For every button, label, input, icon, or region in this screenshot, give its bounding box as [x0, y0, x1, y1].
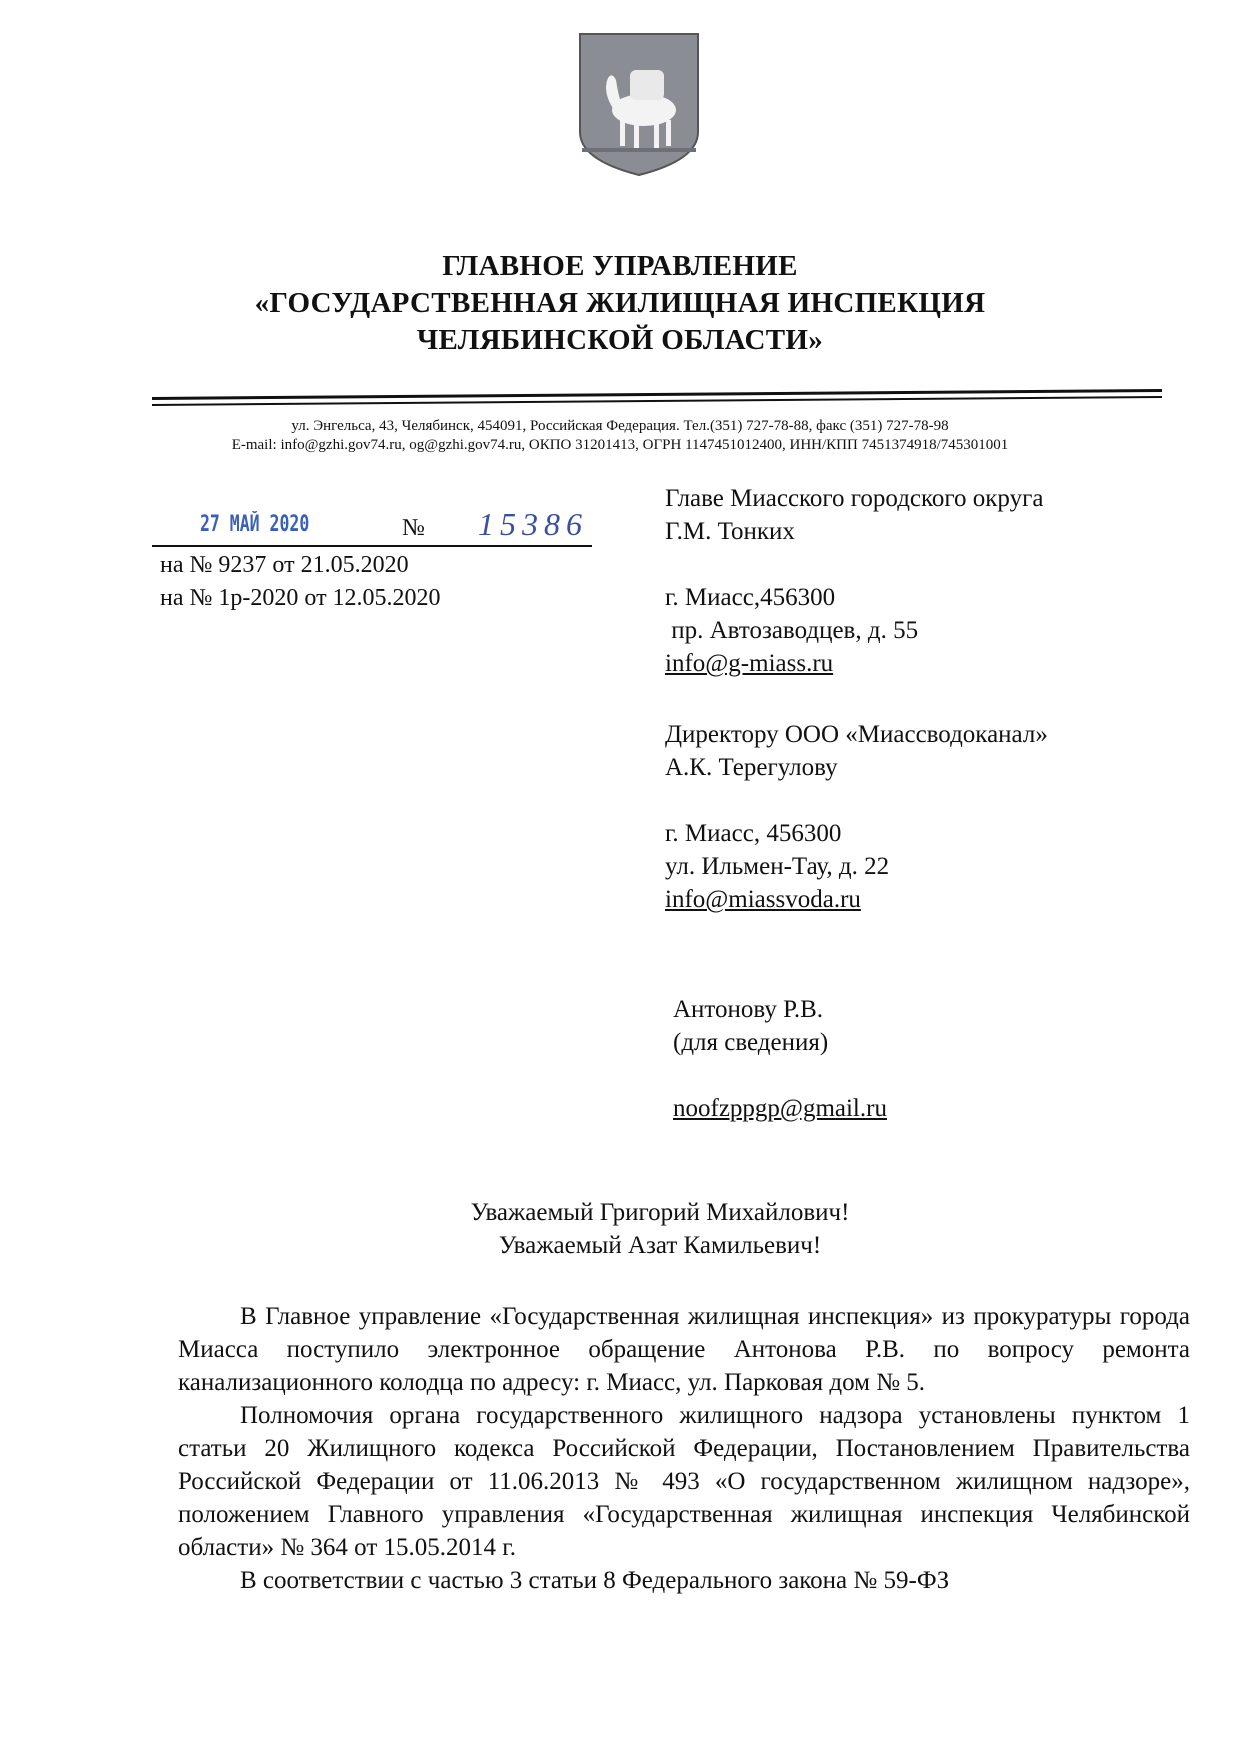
recipient-line: ул. Ильмен-Тау, д. 22 — [665, 853, 890, 880]
body-paragraph: В Главное управление «Государственная жилищная инспекция» из прокуратуры города Миасса поступило электронное обращение Антонова Р.В. по вопросу ремонта канализационного колодца по адресу: г. Миасс, ул. Парковая дом № 5. — [178, 1303, 1190, 1396]
salutation-line: Уважаемый Григорий Михайлович! — [470, 1199, 850, 1226]
recipient-1 — [665, 482, 1043, 680]
chelyabinsk-coat-of-arms-icon — [578, 32, 700, 177]
recipient-line: А.К. Терегулову — [665, 754, 838, 781]
recipient-email[interactable]: info@g-miass.ru — [665, 650, 834, 677]
recipient-email[interactable]: noofzppgp@gmail.ru — [673, 1095, 887, 1122]
salutation — [0, 1196, 1240, 1262]
recipient-2 — [665, 718, 1048, 916]
org-address: ул. Энгельса, 43, Челябинск, 454091, Российская Федерация. Тел.(351) 727-78-88, факс (351) 727-78-98 — [291, 418, 949, 434]
recipient-email[interactable]: info@miassvoda.ru — [665, 886, 861, 913]
org-contacts — [0, 437, 1240, 454]
salutation-line: Уважаемый Азат Камильевич! — [498, 1232, 822, 1259]
recipient-line: Директору ООО «Миассводоканал» — [665, 721, 1048, 748]
recipient-line: г. Миасс,456300 — [665, 584, 836, 611]
recipient-3 — [673, 993, 887, 1125]
outgoing-number: 15386 — [478, 506, 588, 542]
recipient-line: пр. Автозаводцев, д. 55 — [665, 617, 919, 644]
recipient-line: Антонову Р.В. — [673, 996, 824, 1023]
org-title-line-1: ГЛАВНОЕ УПРАВЛЕНИЕ — [442, 250, 798, 282]
recipient-line: (для сведения) — [673, 1029, 829, 1056]
reference-1: на № 9237 от 21.05.2020 — [160, 552, 409, 578]
org-codes: , ОКПО 31201413, ОГРН 1147451012400, ИНН/КПП 7451374918/745301001 — [521, 437, 1009, 453]
org-title-line-2: «ГОСУДАРСТВЕННАЯ ЖИЛИЩНАЯ ИНСПЕКЦИЯ — [254, 287, 986, 319]
body-paragraph: В соответствии с частью 3 статьи 8 Федерального закона № 59-ФЗ — [240, 1567, 950, 1594]
separator: , — [401, 437, 406, 453]
body-paragraph: Полномочия органа государственного жилищного надзора установлены пунктом 1 статьи 20 Жилищного кодекса Российской Федерации, Постановлением Правительства Российской Федерации от 11.06.2013 № 493 «О государственном жилищном надзоре», положением Главного управления «Государственная жилищная инспекция Челябинской области» № 364 от 15.05.2014 г. — [178, 1402, 1190, 1561]
reference-2: на № 1р-2020 от 12.05.2020 — [160, 585, 441, 611]
date-stamp: 27 МАЙ 2020 — [200, 512, 310, 537]
email-label: E-mail: — [231, 437, 277, 453]
number-label: № — [402, 515, 425, 541]
recipient-line: г. Миасс, 456300 — [665, 820, 842, 847]
recipient-line: Г.М. Тонких — [665, 518, 795, 545]
email-link-info[interactable]: info@gzhi.gov74.ru — [280, 437, 402, 453]
letter-body — [178, 1300, 1190, 1597]
recipient-line: Главе Миасского городского округа — [665, 485, 1044, 512]
email-link-og[interactable]: og@gzhi.gov74.ru — [409, 437, 522, 453]
registration-underline — [152, 545, 592, 547]
org-title-line-3: ЧЕЛЯБИНСКОЙ ОБЛАСТИ» — [416, 324, 824, 356]
